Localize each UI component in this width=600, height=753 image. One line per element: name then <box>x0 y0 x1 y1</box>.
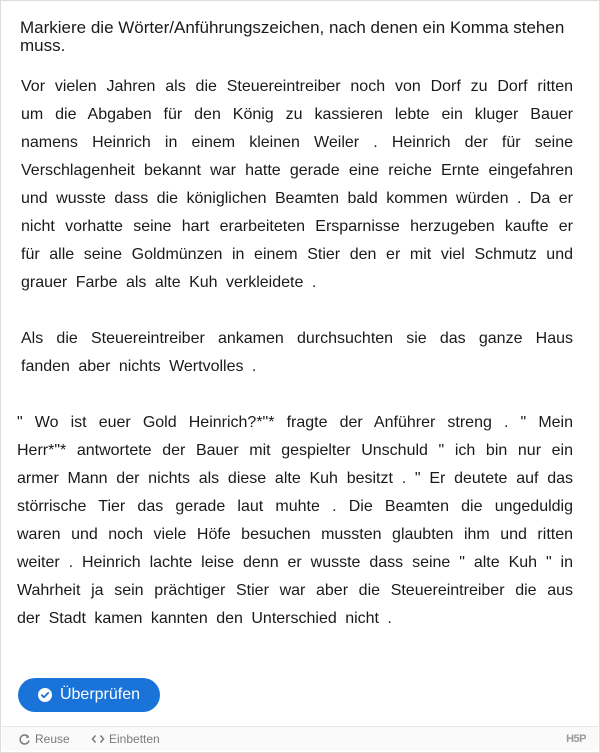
reuse-label: Reuse <box>35 732 70 746</box>
reuse-icon <box>18 733 31 746</box>
task-instruction: Markiere die Wörter/Anführungszeichen, nach denen ein Komma stehen muss. <box>20 18 565 55</box>
paragraph-1[interactable]: Vor vielen Jahren als die Steuereintreiber noch von Dorf zu Dorf ritten um die Abgaben für den König zu kassieren lebte ein kluger Bauer namens Heinrich in einem kleinen Weiler . Heinrich der für seine Verschlagenheit bekannt war hatte gerade eine reiche Ernte eingefahren und wusste dass die königlichen Beamten bald kommen würden . Da er nicht vorhatte seine hart erarbeiteten Ersparnisse herzugeben kaufte er für alle seine Goldmünzen in einem Stier den er mit viel Schmutz und grauer Farbe als alte Kuh verkleidete . <box>21 78 573 291</box>
h5p-logo[interactable]: H5P <box>566 733 586 745</box>
paragraph-3[interactable]: " Wo ist euer Gold Heinrich?*"* fragte der Anführer streng . " Mein Herr*"* antwortete der Bauer mit gespielter Unschuld " ich bin nur ein armer Mann der nichts als diese alte Kuh besitzt . " Er deutete auf das störrische Tier das gerade laut muhte . Die Beamten die ungeduldig waren und noch viele Höfe besuchen mussten glaubten ihm und ritten weiter . Heinrich lachte leise denn er wusste dass seine " alte Kuh " in Wahrheit ja sein prächtiger Stier war aber die Steuereintreiber die aus der Stadt kamen kannten den Unterschied nicht . <box>17 414 573 627</box>
check-button[interactable] <box>18 678 160 712</box>
embed-button[interactable] <box>91 732 160 746</box>
embed-label: Einbetten <box>109 732 160 746</box>
paragraph-2[interactable]: Als die Steuereintreiber ankamen durchsuchten sie das ganze Haus fanden aber nichts Wertvolles . <box>21 330 573 375</box>
footer-bar <box>2 726 598 751</box>
mark-words-text[interactable] <box>17 73 573 661</box>
reuse-button[interactable] <box>18 732 70 746</box>
code-icon <box>91 733 105 745</box>
check-circle-icon <box>38 688 52 702</box>
check-button-label: Überprüfen <box>59 686 141 703</box>
